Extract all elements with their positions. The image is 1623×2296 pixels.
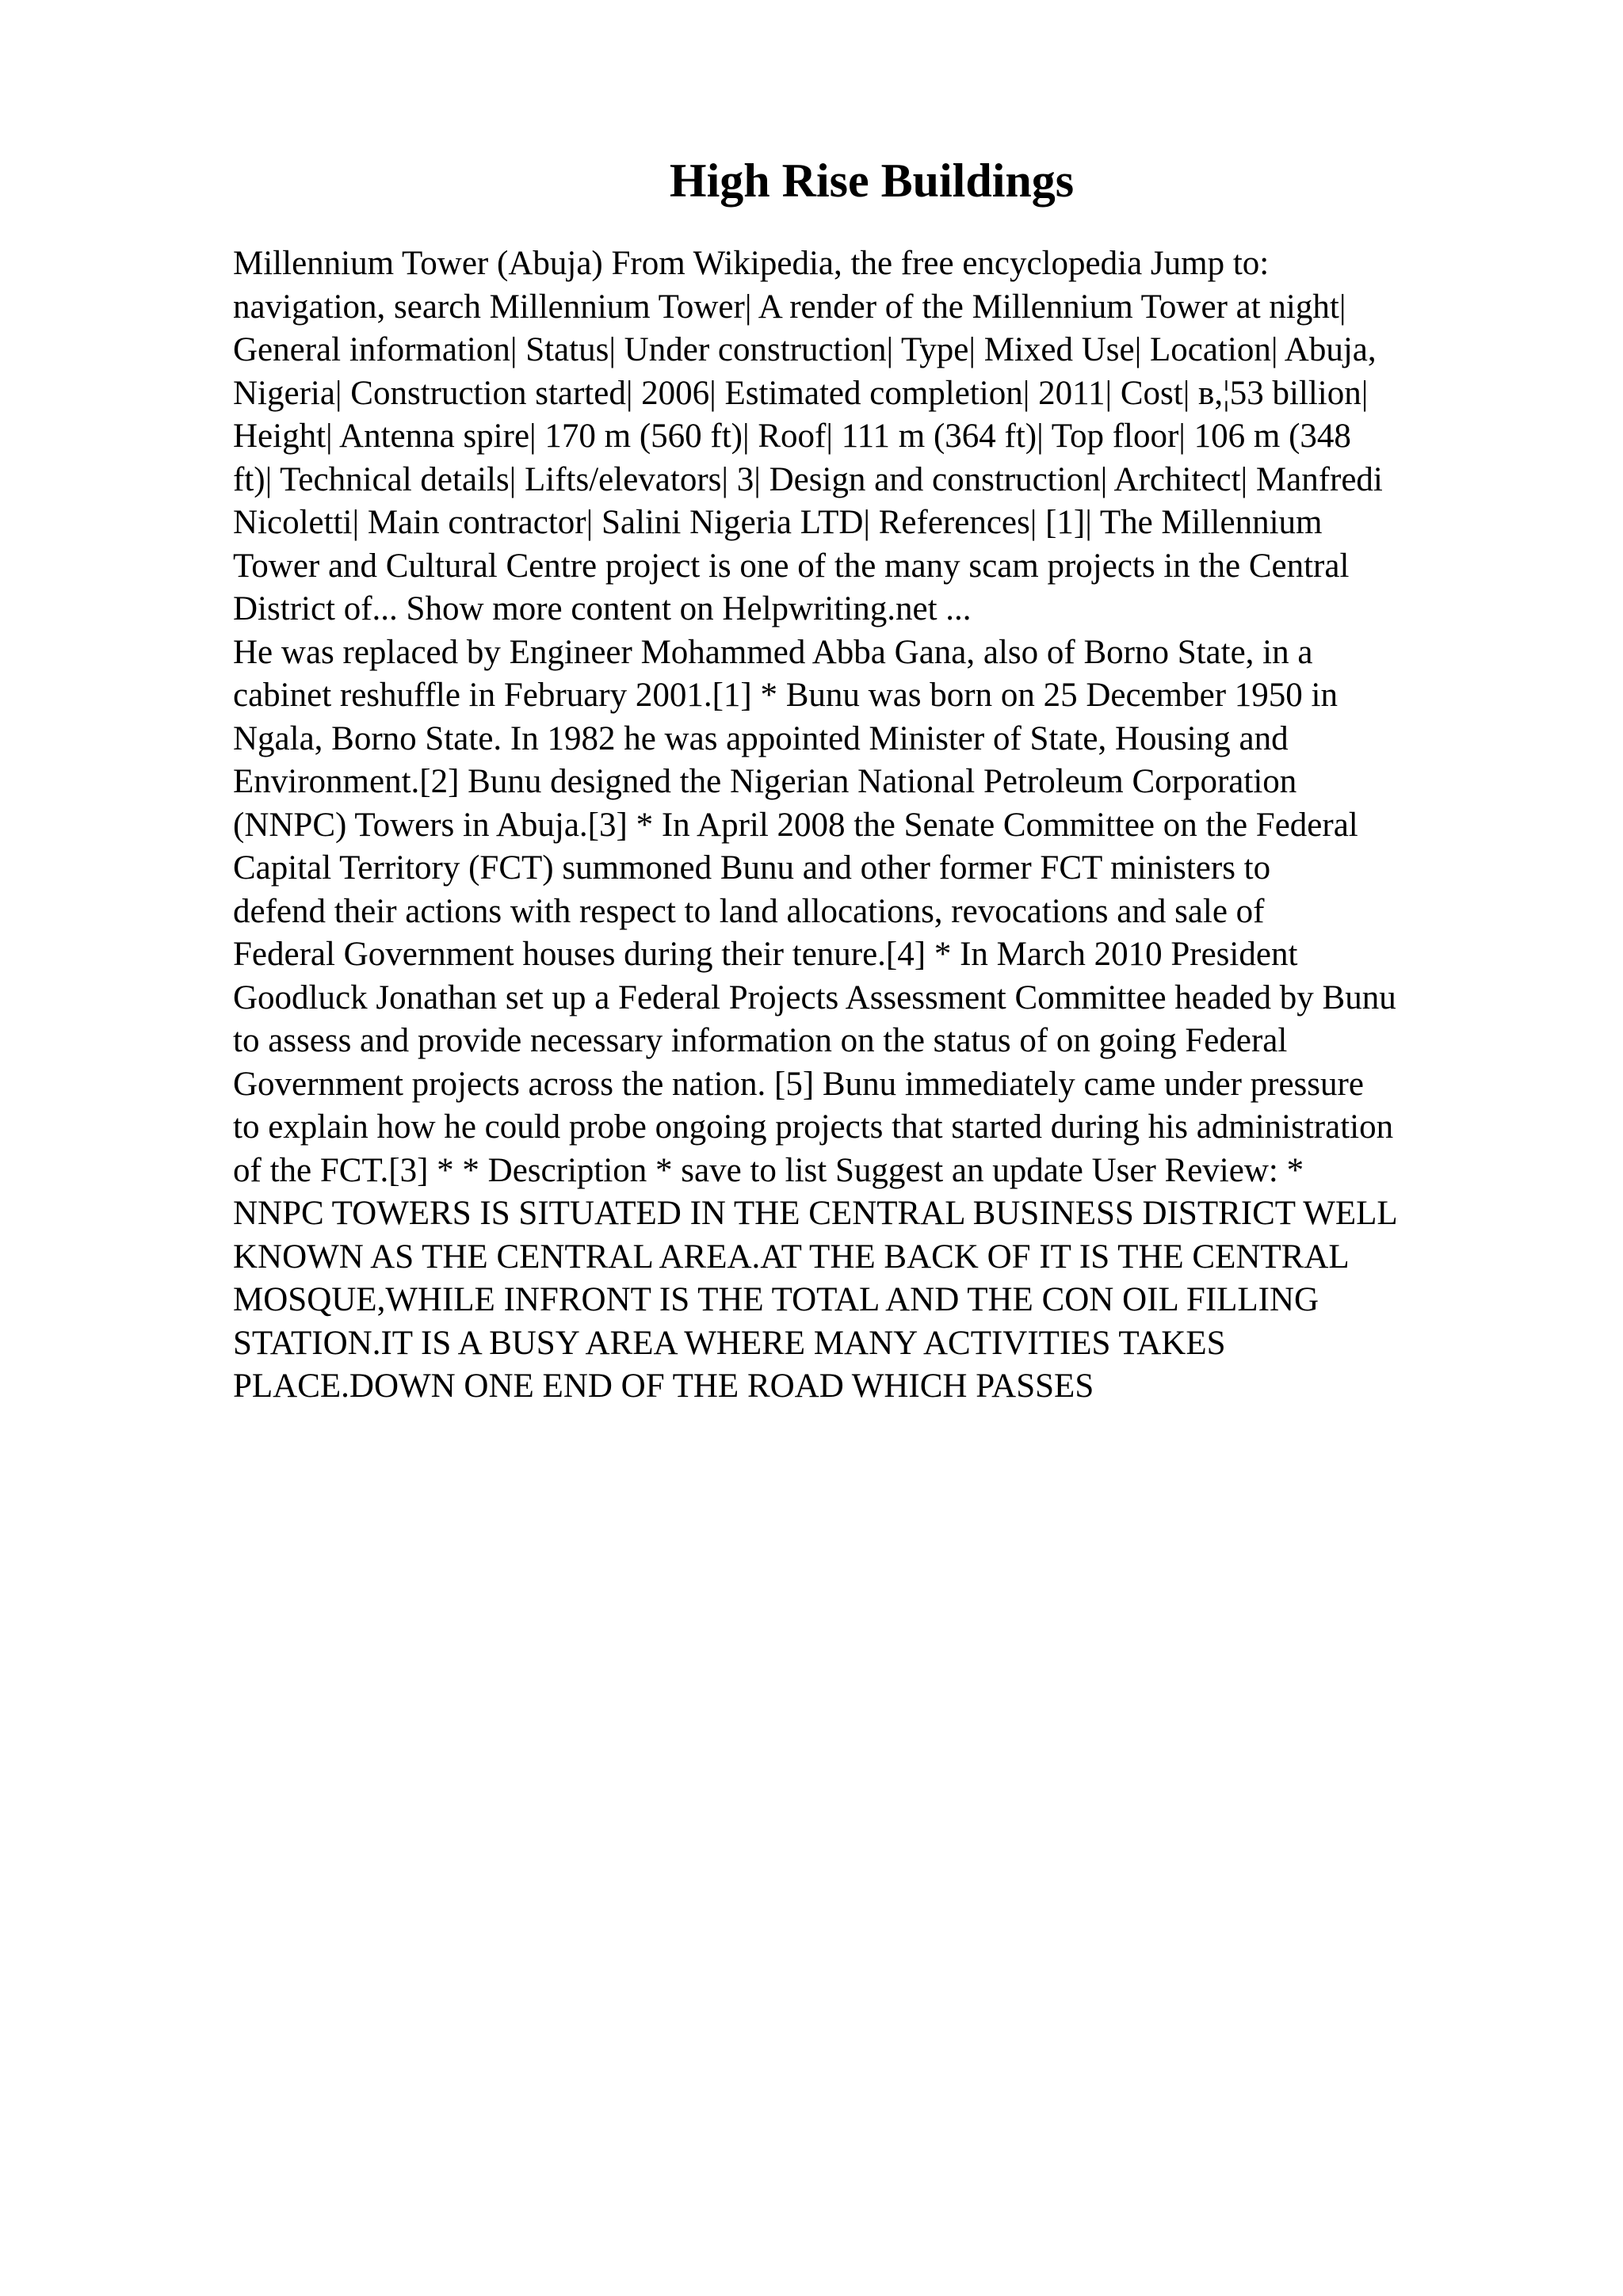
document-body [233, 242, 1517, 1409]
paragraph-millennium-tower: Millennium Tower (Abuja) From Wikipedia, the free encyclopedia Jump to: navigation, search Millennium Tower| A render of the Millennium Tower at night| General information| Status| Under construction| Type| Mixed Use| Location| Abuja, Nigeria| Construction started| 2006| Estimated completion| 2011| Cost| в,¦53 billion| Height| Antenna spire| 170 m (560 ft)| Roof| 111 m (364 ft)| Top floor| 106 m (348 ft)| Technical details| Lifts/elevators| 3| Design and construction| Architect| Manfredi Nicoletti| Main contractor| Salini Nigeria LTD| References| [1]| The Millennium Tower and Cultural Centre project is one of the many scam projects in the Central District of... Show more content on Helpwriting.net ... [233, 245, 1383, 627]
page-title: High Rise Buildings [669, 154, 1075, 207]
paragraph-bunu: He was replaced by Engineer Mohammed Abba Gana, also of Borno State, in a cabinet reshuffle in February 2001.[1] * Bunu was born on 25 December 1950 in Ngala, Borno State. In 1982 he was appointed Minister of State, Housing and Environment.[2] Bunu designed the Nigerian National Petroleum Corporation (NNPC) Towers in Abuja.[3] * In April 2008 the Senate Committee on the Federal Capital Territory (FCT) summoned Bunu and other former FCT ministers to defend their actions with respect to land allocations, revocations and sale of Federal Government houses during their tenure.[4] * In March 2010 President Goodluck Jonathan set up a Federal Projects Assessment Committee headed by Bunu to assess and provide necessary information on the status of on going Federal Government projects across the nation. [5] Bunu immediately came under pressure to explain how he could probe ongoing projects that started during his administration of the FCT.[3] * * Description * save to list Suggest an update User Review: * NNPC TOWERS IS SITUATED IN THE CENTRAL BUSINESS DISTRICT WELL KNOWN AS THE CENTRAL AREA.AT THE BACK OF IT IS THE CENTRAL MOSQUE,WHILE INFRONT IS THE TOTAL AND THE CON OIL FILLING STATION.IT IS A BUSY AREA WHERE MANY ACTIVITIES TAKES PLACE.DOWN ONE END OF THE ROAD WHICH PASSES [233, 633, 1398, 1405]
